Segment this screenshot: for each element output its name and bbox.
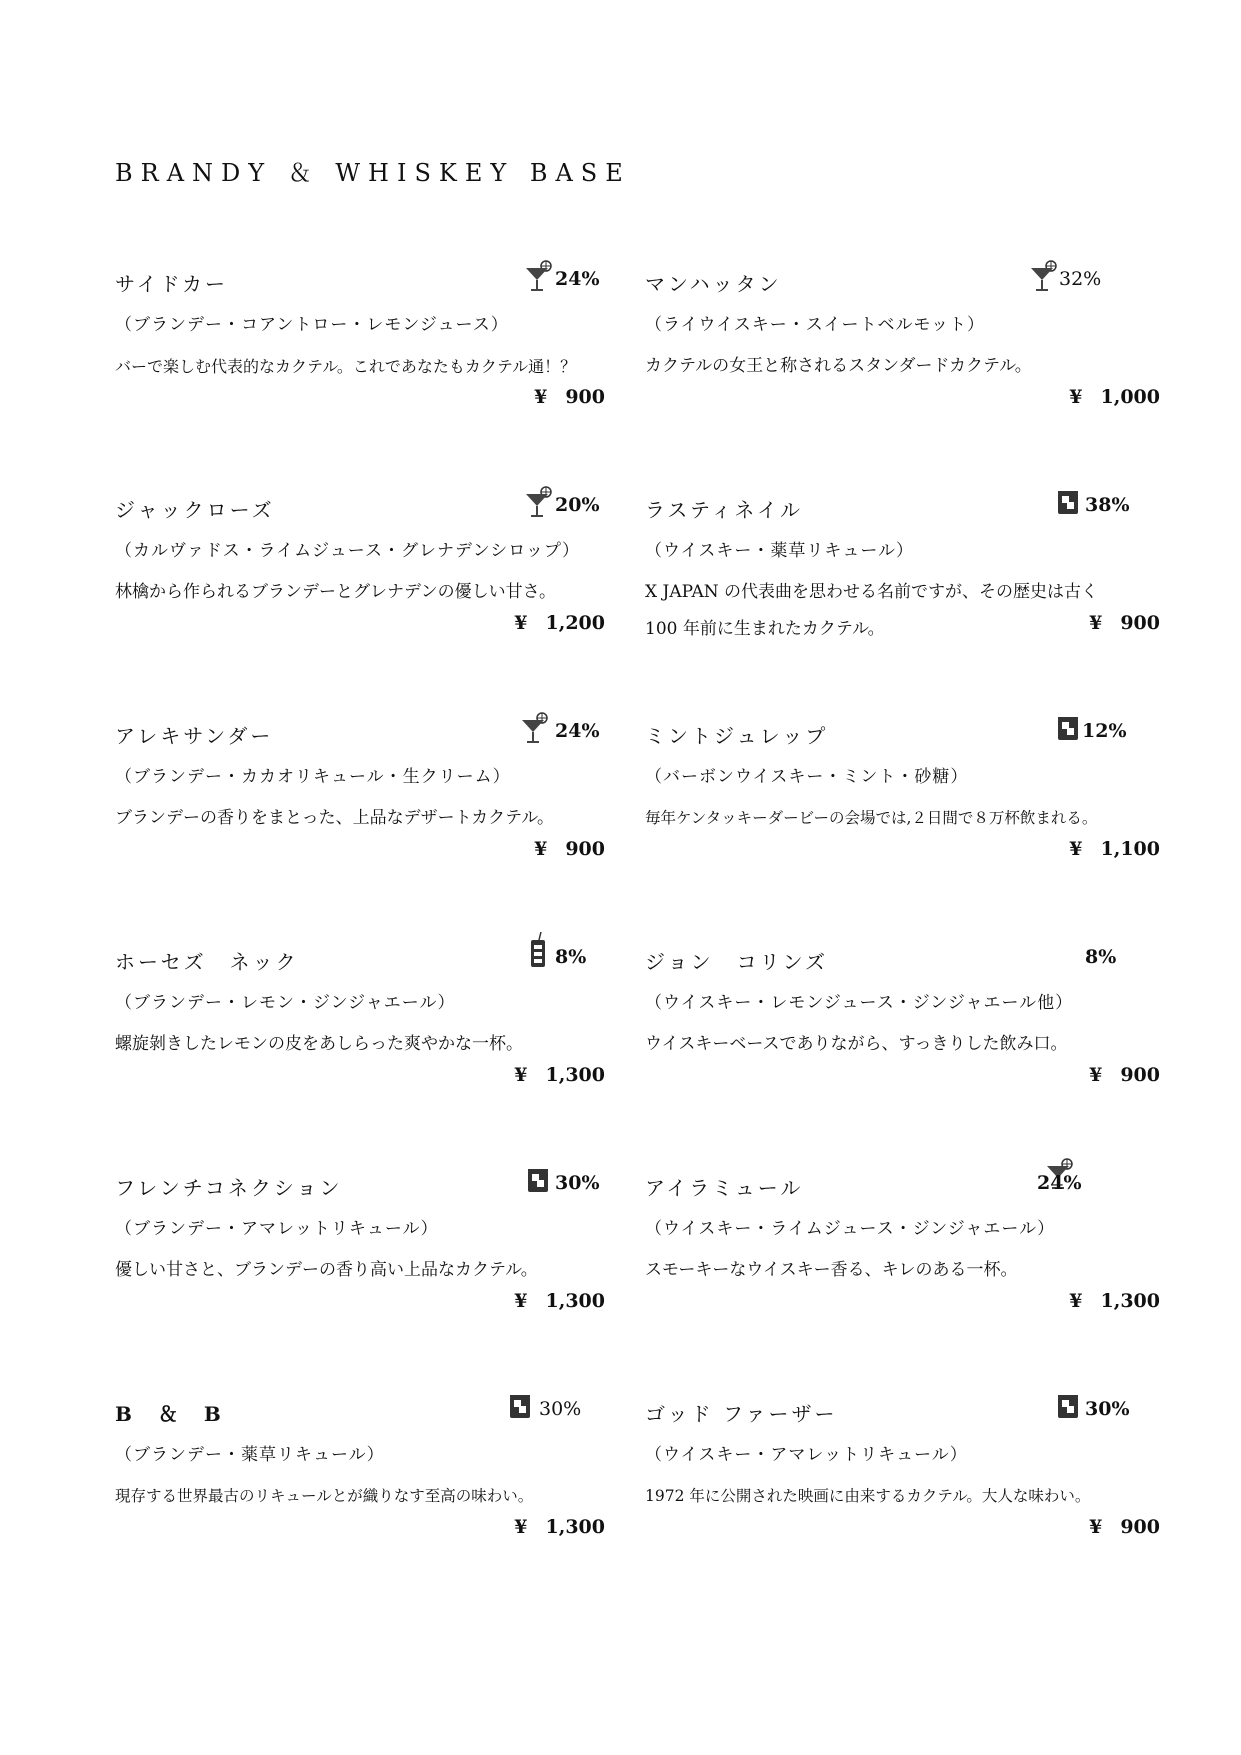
rocks-glass-icon [1055,712,1083,744]
item-abv: 8% [555,946,587,968]
cocktail-glass-icon [520,712,548,744]
item-ingredients: （ウイスキー・レモンジュース・ジンジャエール他） [645,993,1074,1013]
item-ingredients: （ブランデー・薬草リキュール） [115,1445,385,1465]
item-name: マンハッタン [645,272,782,296]
item-price: ¥ 900 [534,838,605,860]
item-ingredients: （バーボンウイスキー・ミント・砂糖） [645,767,969,787]
menu-item-manhattan [645,268,1160,428]
item-description: ウイスキーベースでありながら、すっきりした飲み口。 [645,1034,1068,1054]
item-price: ¥ 900 [1089,612,1160,634]
item-price: ¥ 1,000 [1069,386,1160,408]
item-abv: 30% [1085,1398,1130,1420]
item-name: アレキサンダー [115,724,274,748]
item-price: ¥ 1,200 [514,612,605,634]
cocktail-glass-icon [1029,260,1057,292]
item-description: 現存する世界最古のリキュールとが織りなす至高の味わい。 [115,1487,534,1505]
item-name: ゴッド ファーザー [645,1402,838,1426]
rocks-glass-icon [507,1390,535,1422]
item-abv: 30% [555,1172,600,1194]
item-abv: 38% [1085,494,1130,516]
item-ingredients: （ブランデー・コアントロー・レモンジュース） [115,315,509,335]
item-abv: 8% [1085,946,1117,968]
rocks-glass-icon [525,1164,553,1196]
menu-item-john-collins [645,946,1160,1106]
menu-item-alexander [115,720,605,880]
menu-item-jack-rose [115,494,605,654]
menu-item-godfather [645,1398,1160,1558]
item-name: アイラミュール [645,1176,804,1200]
item-name: B ＆ B [115,1402,224,1426]
item-description: スモーキーなウイスキー香る、キレのある一杯。 [645,1260,1018,1280]
item-ingredients: （カルヴァドス・ライムジュース・グレナデンシロップ） [115,541,581,561]
item-abv: 30% [539,1398,582,1420]
item-description: 毎年ケンタッキーダービーの会場では,２日間で８万杯飲まれる。 [645,809,1098,827]
item-description: 優しい甘さと、ブランデーの香り高い上品なカクテル。 [115,1260,538,1280]
item-ingredients: （ブランデー・カカオリキュール・生クリーム） [115,767,511,787]
item-name: ホーセズ ネック [115,950,299,974]
item-abv: 32% [1059,268,1102,290]
menu-item-horses-neck [115,946,605,1106]
item-ingredients: （ライウイスキー・スイートベルモット） [645,315,985,335]
menu-item-french-connection [115,1172,605,1332]
item-name: ラスティネイル [645,498,803,522]
menu-item-sidecar [115,268,605,428]
item-ingredients: （ブランデー・アマレットリキュール） [115,1219,439,1239]
item-abv: 24% [555,720,600,742]
item-name: サイドカー [115,272,228,296]
item-price: ¥ 1,100 [1069,838,1160,860]
item-description: X JAPAN の代表曲を思わせる名前ですが、その歴史は古く 100 年前に生まれたカクテル。 [645,582,1099,639]
item-price: ¥ 900 [534,386,605,408]
menu-item-rusty-nail [645,494,1160,654]
item-abv: 24% [555,268,600,290]
cocktail-glass-icon [524,260,552,292]
item-description: バーで楽しむ代表的なカクテル。これであなたもカクテル通！？ [115,357,577,376]
item-price: ¥ 1,300 [1069,1290,1160,1312]
item-name: ジョン コリンズ [645,950,828,974]
item-ingredients: （ウイスキー・ライムジュース・ジンジャエール） [645,1219,1056,1239]
item-price: ¥ 1,300 [514,1516,605,1538]
item-price: ¥ 1,300 [514,1290,605,1312]
item-description: 1972 年に公開された映画に由来するカクテル。大人な味わい。 [645,1487,1091,1505]
item-abv: 20% [555,494,600,516]
page-title: BRANDY ＆ WHISKEY BASE [115,159,631,187]
item-ingredients: （ウイスキー・薬草リキュール） [645,541,914,561]
item-description: ブランデーの香りをまとった、上品なデザートカクテル。 [115,808,554,828]
menu-item-mint-julep [645,720,1160,880]
item-ingredients: （ウイスキー・アマレットリキュール） [645,1445,968,1465]
highball-glass-icon [529,932,549,968]
item-name: フレンチコネクション [115,1176,343,1200]
item-price: ¥ 1,300 [514,1064,605,1086]
rocks-glass-icon [1055,486,1083,518]
item-price: ¥ 900 [1089,1064,1160,1086]
item-abv: 24% [1037,1172,1082,1194]
item-ingredients: （ブランデー・レモン・ジンジャエール） [115,993,456,1013]
cocktail-glass-icon [524,486,552,518]
item-description: 林檎から作られるブランデーとグレナデンの優しい甘さ。 [115,582,556,602]
menu-item-islay-mule [645,1172,1160,1332]
rocks-glass-icon [1055,1390,1083,1422]
item-name: ミントジュレップ [645,724,829,748]
item-name: ジャックローズ [115,498,275,522]
item-description: 螺旋剝きしたレモンの皮をあしらった爽やかな一杯。 [115,1034,523,1054]
item-description: カクテルの女王と称されるスタンダードカクテル。 [645,356,1032,376]
item-abv: 12% [1082,720,1127,742]
item-price: ¥ 900 [1089,1516,1160,1538]
menu-item-b-and-b [115,1398,605,1558]
